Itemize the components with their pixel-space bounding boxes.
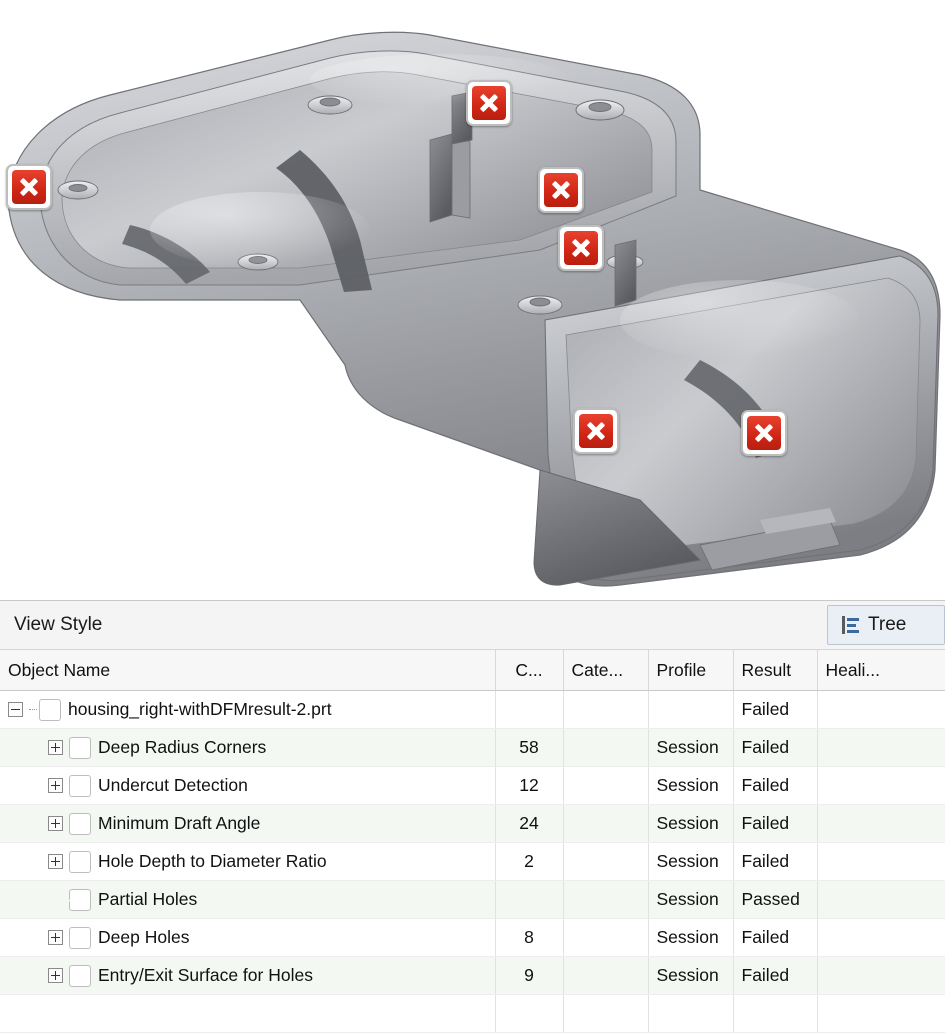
cell-category <box>563 957 648 995</box>
failed-status-icon <box>69 965 91 987</box>
row-label: Undercut Detection <box>98 775 248 795</box>
failed-status-icon <box>39 699 61 721</box>
error-x-icon <box>747 416 781 450</box>
tree-connector <box>29 709 37 711</box>
error-x-icon <box>544 173 578 207</box>
cell-healing <box>817 843 945 881</box>
cell-category <box>563 729 648 767</box>
column-header-profile[interactable]: Profile <box>648 650 733 691</box>
cell-object-name[interactable] <box>0 805 495 843</box>
expand-icon[interactable] <box>48 854 63 869</box>
error-marker-4[interactable] <box>558 225 604 271</box>
cell-healing <box>817 691 945 729</box>
cell-profile: Session <box>648 957 733 995</box>
cell-category <box>563 881 648 919</box>
table-row[interactable] <box>0 843 945 881</box>
cell-healing <box>817 729 945 767</box>
cell-count <box>495 881 563 919</box>
cell-count: 8 <box>495 919 563 957</box>
table-row[interactable] <box>0 767 945 805</box>
error-x-icon <box>579 414 613 448</box>
column-header-count[interactable]: C... <box>495 650 563 691</box>
cell-category <box>563 767 648 805</box>
cell-profile: Session <box>648 767 733 805</box>
cell-result: Failed <box>733 843 817 881</box>
panel-toolbar <box>0 601 945 650</box>
expand-icon[interactable] <box>48 740 63 755</box>
row-label: Entry/Exit Surface for Holes <box>98 965 313 985</box>
error-marker-5[interactable] <box>573 408 619 454</box>
row-label: Deep Radius Corners <box>98 737 267 757</box>
error-marker-3[interactable] <box>538 167 584 213</box>
view-style-label: View Style <box>14 614 103 635</box>
cell-count: 58 <box>495 729 563 767</box>
cell-object-name[interactable] <box>0 995 495 1033</box>
cell-result: Failed <box>733 691 817 729</box>
cell-profile <box>648 691 733 729</box>
cell-object-name[interactable] <box>0 691 495 729</box>
collapse-icon[interactable] <box>8 702 23 717</box>
cell-result: Passed <box>733 881 817 919</box>
cell-category <box>563 805 648 843</box>
cell-profile: Session <box>648 881 733 919</box>
row-label: Partial Holes <box>98 889 198 909</box>
cell-category <box>563 995 648 1033</box>
error-x-icon <box>564 231 598 265</box>
row-label: Hole Depth to Diameter Ratio <box>98 851 327 871</box>
column-header-result[interactable]: Result <box>733 650 817 691</box>
cell-profile: Session <box>648 805 733 843</box>
row-label: Deep Holes <box>98 927 190 947</box>
dfm-results-table[interactable] <box>0 650 945 1033</box>
cell-count <box>495 995 563 1033</box>
error-marker-2[interactable] <box>466 80 512 126</box>
cell-healing <box>817 957 945 995</box>
row-label: Minimum Draft Angle <box>98 813 261 833</box>
column-header-name[interactable]: Object Name <box>0 650 495 691</box>
cell-profile: Session <box>648 729 733 767</box>
table-header <box>0 650 945 691</box>
cell-count <box>495 691 563 729</box>
passed-status-icon <box>69 889 91 911</box>
cell-result: Failed <box>733 805 817 843</box>
failed-status-icon <box>69 775 91 797</box>
expand-icon[interactable] <box>48 930 63 945</box>
column-header-healing[interactable]: Heali... <box>817 650 945 691</box>
cell-category <box>563 691 648 729</box>
cell-count: 24 <box>495 805 563 843</box>
cell-object-name[interactable] <box>0 843 495 881</box>
table-row[interactable] <box>0 729 945 767</box>
cell-healing <box>817 881 945 919</box>
cell-result: Failed <box>733 919 817 957</box>
error-marker-6[interactable] <box>741 410 787 456</box>
cell-result <box>733 995 817 1033</box>
table-row[interactable] <box>0 957 945 995</box>
cell-result: Failed <box>733 957 817 995</box>
table-row[interactable] <box>0 881 945 919</box>
table-row[interactable] <box>0 691 945 729</box>
table-row[interactable] <box>0 805 945 843</box>
tree-view-button[interactable] <box>827 605 945 645</box>
table-body <box>0 691 945 1033</box>
failed-status-icon <box>69 927 91 949</box>
expand-icon[interactable] <box>48 816 63 831</box>
expand-icon[interactable] <box>48 968 63 983</box>
cell-object-name[interactable] <box>0 919 495 957</box>
expand-icon[interactable] <box>48 778 63 793</box>
cell-category <box>563 919 648 957</box>
failed-status-icon <box>69 851 91 873</box>
cell-healing <box>817 805 945 843</box>
failed-status-icon <box>69 737 91 759</box>
tree-view-icon <box>840 616 860 634</box>
cell-profile <box>648 995 733 1033</box>
table-row[interactable] <box>0 995 945 1033</box>
column-header-category[interactable]: Cate... <box>563 650 648 691</box>
error-marker-1[interactable] <box>6 164 52 210</box>
error-x-icon <box>12 170 46 204</box>
cell-category <box>563 843 648 881</box>
row-label: housing_right-withDFMresult-2.prt <box>68 699 332 719</box>
cell-profile: Session <box>648 919 733 957</box>
cell-healing <box>817 767 945 805</box>
cell-profile: Session <box>648 843 733 881</box>
cell-object-name[interactable] <box>0 767 495 805</box>
tree-view-button-label: Tree <box>868 614 907 635</box>
failed-status-icon <box>69 813 91 835</box>
cell-object-name[interactable] <box>0 729 495 767</box>
cell-count: 12 <box>495 767 563 805</box>
cell-count: 9 <box>495 957 563 995</box>
cell-healing <box>817 995 945 1033</box>
cell-result: Failed <box>733 729 817 767</box>
dfm-results-panel <box>0 600 945 1024</box>
error-x-icon <box>472 86 506 120</box>
cell-object-name[interactable] <box>0 957 495 995</box>
table-header-row <box>0 650 945 691</box>
table-row[interactable] <box>0 919 945 957</box>
cell-object-name[interactable] <box>0 881 495 919</box>
cell-healing <box>817 919 945 957</box>
cell-count: 2 <box>495 843 563 881</box>
cell-result: Failed <box>733 767 817 805</box>
